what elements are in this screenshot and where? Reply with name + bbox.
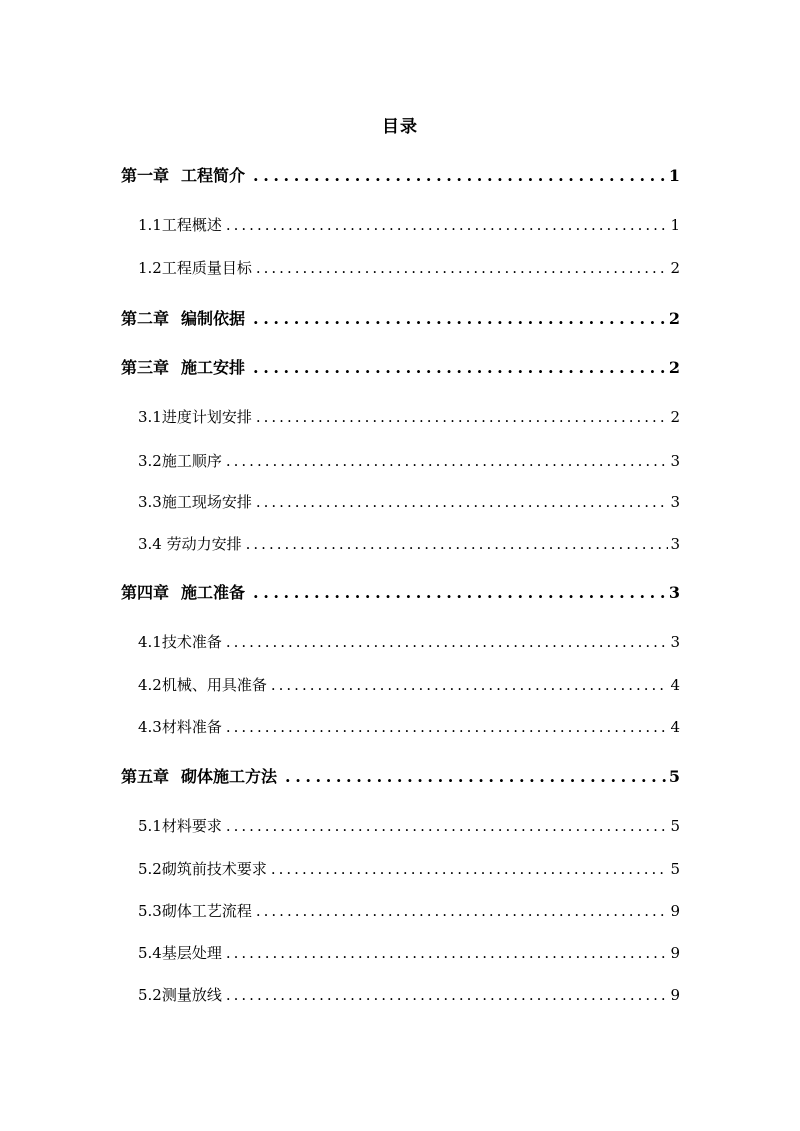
toc-entry-number: 3.4 — [138, 535, 162, 553]
toc-entry-text: 机械、用具准备 — [161, 676, 267, 694]
toc-section-entry[interactable] — [138, 630, 680, 654]
toc-entry-text: 材料准备 — [161, 718, 222, 736]
toc-entry-text: 技术准备 — [161, 633, 222, 651]
toc-page-number: 2 — [670, 259, 680, 277]
toc-entry-label — [138, 715, 222, 739]
toc-entry-text: 基层处理 — [161, 944, 222, 962]
toc-page-number: 4 — [670, 676, 680, 694]
toc-entry-text: 工程质量目标 — [161, 259, 252, 277]
toc-section-entry[interactable] — [138, 532, 680, 556]
toc-entry-label — [138, 532, 242, 556]
toc-entry-text: 施工准备 — [181, 583, 246, 602]
toc-entry-number: 4.1 — [138, 633, 162, 651]
toc-chapter-entry[interactable] — [121, 356, 680, 380]
toc-entry-label — [138, 899, 252, 923]
toc-chapter-entry[interactable] — [121, 307, 680, 331]
toc-page-number: 9 — [670, 944, 680, 962]
toc-dot-leader — [226, 715, 668, 739]
toc-dot-leader — [271, 857, 668, 881]
toc-dot-leader — [253, 307, 667, 331]
toc-chapter-entry[interactable] — [121, 581, 680, 605]
toc-dot-leader — [246, 532, 668, 556]
toc-entry-label — [138, 630, 222, 654]
toc-entry-number: 第五章 — [121, 767, 170, 786]
toc-dot-leader — [253, 356, 667, 380]
toc-page-number: 1 — [668, 166, 680, 185]
toc-dot-leader — [226, 630, 668, 654]
toc-title: 目录 — [382, 117, 418, 137]
toc-section-entry[interactable] — [138, 899, 680, 923]
toc-page-number: 3 — [670, 452, 680, 470]
toc-dot-leader — [253, 581, 667, 605]
toc-entry-text: 施工顺序 — [161, 452, 222, 470]
toc-page-number: 5 — [670, 817, 680, 835]
toc-entry-label — [138, 256, 252, 280]
toc-dot-leader — [256, 899, 668, 923]
toc-page-number: 3 — [668, 583, 680, 602]
toc-page-number: 9 — [670, 902, 680, 920]
toc-entry-text: 砌体工艺流程 — [161, 902, 252, 920]
toc-entry-number: 5.3 — [138, 902, 162, 920]
toc-entry-text: 砌筑前技术要求 — [161, 860, 267, 878]
toc-dot-leader — [271, 673, 668, 697]
toc-entry-number: 1.1 — [138, 216, 162, 234]
toc-page-number: 3 — [670, 633, 680, 651]
toc-section-entry[interactable] — [138, 715, 680, 739]
toc-entry-text: 材料要求 — [161, 817, 222, 835]
toc-entry-label — [121, 307, 245, 331]
toc-entry-text: 施工安排 — [181, 358, 246, 377]
toc-section-entry[interactable] — [138, 983, 680, 1007]
toc-dot-leader — [226, 449, 668, 473]
toc-entry-label — [138, 449, 222, 473]
toc-entry-label — [138, 814, 222, 838]
toc-dot-leader — [226, 983, 668, 1007]
toc-page-number: 3 — [670, 493, 680, 511]
toc-section-entry[interactable] — [138, 256, 680, 280]
toc-entry-label — [121, 765, 277, 789]
toc-section-entry[interactable] — [138, 941, 680, 965]
toc-entry-text: 劳动力安排 — [161, 535, 242, 553]
toc-dot-leader — [253, 164, 667, 188]
toc-section-entry[interactable] — [138, 490, 680, 514]
toc-entry-label — [121, 164, 245, 188]
toc-page-number: 2 — [668, 358, 680, 377]
toc-section-entry[interactable] — [138, 673, 680, 697]
toc-section-entry[interactable] — [138, 857, 680, 881]
toc-dot-leader — [256, 490, 668, 514]
toc-entry-number: 5.4 — [138, 944, 162, 962]
toc-entry-text: 测量放线 — [161, 986, 222, 1004]
toc-entry-text: 编制依据 — [181, 309, 246, 328]
toc-entry-label — [138, 213, 222, 237]
toc-section-entry[interactable] — [138, 814, 680, 838]
toc-page-number: 3 — [670, 535, 680, 553]
toc-entry-number: 第二章 — [121, 309, 170, 328]
toc-entry-text: 工程简介 — [181, 166, 246, 185]
toc-dot-leader — [226, 814, 668, 838]
toc-entry-number: 3.3 — [138, 493, 162, 511]
toc-page-number: 5 — [668, 767, 680, 786]
toc-section-entry[interactable] — [138, 449, 680, 473]
toc-dot-leader — [226, 941, 668, 965]
toc-entry-label — [121, 356, 245, 380]
toc-entry-label — [138, 857, 267, 881]
toc-page-number: 1 — [670, 216, 680, 234]
toc-chapter-entry[interactable] — [121, 765, 680, 789]
toc-section-entry[interactable] — [138, 405, 680, 429]
toc-entry-text: 砌体施工方法 — [181, 767, 278, 786]
toc-entry-number: 第一章 — [121, 166, 170, 185]
toc-page-number: 4 — [670, 718, 680, 736]
toc-entry-label — [138, 983, 222, 1007]
toc-entry-label — [138, 673, 267, 697]
toc-entry-label — [138, 405, 252, 429]
toc-entry-number: 5.1 — [138, 817, 162, 835]
toc-entry-number: 4.2 — [138, 676, 162, 694]
toc-entry-text: 施工现场安排 — [161, 493, 252, 511]
toc-entry-text: 工程概述 — [161, 216, 222, 234]
toc-section-entry[interactable] — [138, 213, 680, 237]
toc-dot-leader — [285, 765, 667, 789]
toc-page-number: 5 — [670, 860, 680, 878]
toc-entry-label — [138, 490, 252, 514]
toc-entry-number: 第三章 — [121, 358, 170, 377]
toc-page-number: 2 — [670, 408, 680, 426]
toc-entry-number: 5.2 — [138, 986, 162, 1004]
toc-page-number: 9 — [670, 986, 680, 1004]
toc-entry-number: 第四章 — [121, 583, 170, 602]
toc-entry-number: 4.3 — [138, 718, 162, 736]
toc-entry-number: 5.2 — [138, 860, 162, 878]
toc-dot-leader — [226, 213, 668, 237]
toc-entry-label — [138, 941, 222, 965]
toc-entry-text: 进度计划安排 — [161, 408, 252, 426]
toc-dot-leader — [256, 256, 668, 280]
toc-entry-label — [121, 581, 245, 605]
toc-chapter-entry[interactable] — [121, 164, 680, 188]
toc-dot-leader — [256, 405, 668, 429]
toc-entry-number: 3.2 — [138, 452, 162, 470]
toc-page-number: 2 — [668, 309, 680, 328]
toc-entry-number: 3.1 — [138, 408, 162, 426]
toc-entry-number: 1.2 — [138, 259, 162, 277]
